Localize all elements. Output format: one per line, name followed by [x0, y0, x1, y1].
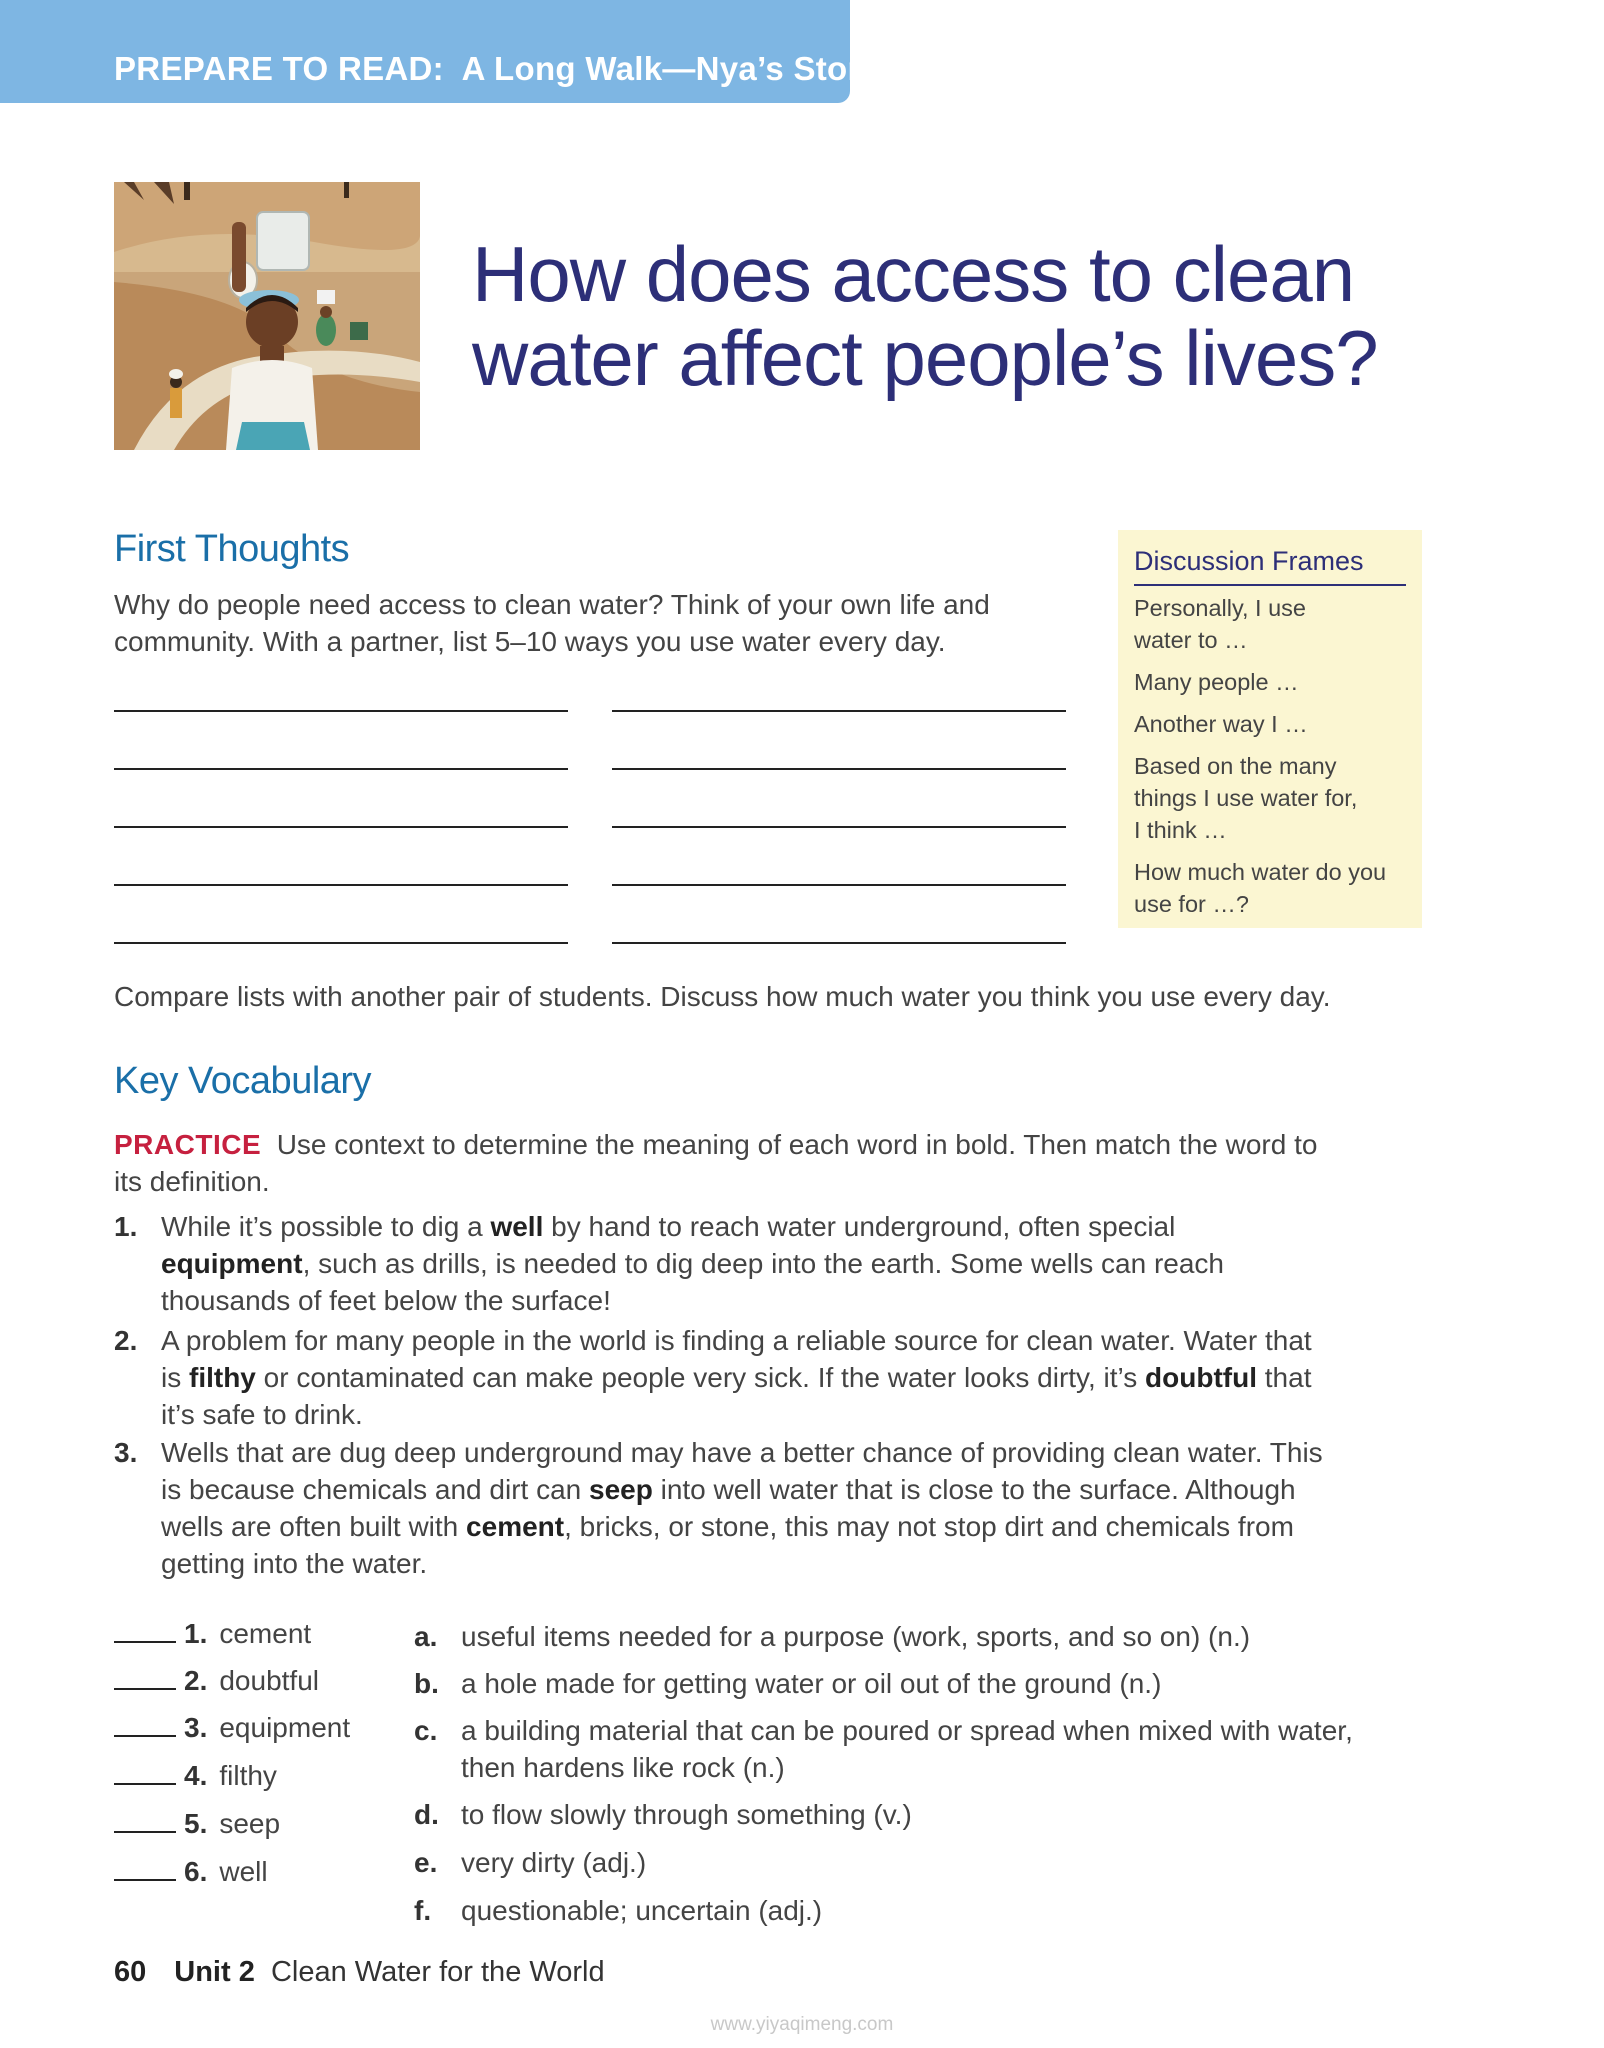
definition-letter: d. — [414, 1799, 439, 1830]
question-line-2: water affect people’s lives? — [472, 314, 1378, 402]
definition-line: a building material that can be poured or spread when mixed with water, — [461, 1715, 1353, 1746]
text-run: getting into the water. — [161, 1548, 428, 1579]
definition-text: useful items needed for a purpose (work, sports, and so on) (n.) — [461, 1621, 1251, 1652]
definition-text: very dirty (adj.) — [461, 1847, 647, 1878]
frame-item — [1134, 666, 1414, 698]
match-word: equipment — [219, 1712, 351, 1743]
definition-letter: b. — [414, 1668, 439, 1699]
practice-instructions — [114, 1126, 1414, 1200]
key-vocabulary-heading: Key Vocabulary — [114, 1060, 372, 1102]
definition-letter: a. — [414, 1621, 438, 1652]
frame-item — [1134, 592, 1414, 656]
unit-title: Clean Water for the World — [270, 1956, 605, 1988]
text-run: by hand to reach water underground, often special — [543, 1211, 1176, 1242]
answer-blank[interactable] — [114, 1641, 176, 1643]
frame-line: How much water do you — [1134, 859, 1387, 885]
definition-text: questionable; uncertain (adj.) — [461, 1895, 823, 1926]
passage-text — [161, 1322, 1371, 1433]
match-word-row — [114, 1712, 350, 1744]
page-footer — [114, 1956, 605, 1989]
frames-divider — [1134, 584, 1406, 586]
frame-item — [1134, 708, 1414, 740]
answer-blank[interactable] — [114, 1783, 176, 1785]
unit-label: Unit 2 — [174, 1956, 255, 1988]
discussion-frames-title: Discussion Frames — [1134, 546, 1364, 576]
definition-letter: e. — [414, 1847, 438, 1878]
answer-line[interactable] — [114, 826, 568, 828]
definition-text: a hole made for getting water or oil out of the ground (n.) — [461, 1668, 1162, 1699]
bold-word-equipment: equipment — [161, 1248, 303, 1279]
text-run: A problem for many people in the world is finding a reliable source for clean water. Water that — [161, 1325, 1312, 1356]
match-word-row — [114, 1618, 311, 1650]
girl-carrying-water-illustration — [114, 182, 420, 450]
page-number: 60 — [114, 1956, 147, 1988]
passage-number: 3. — [114, 1437, 138, 1468]
answer-line[interactable] — [114, 884, 568, 886]
answer-line[interactable] — [612, 768, 1066, 770]
answer-line[interactable] — [114, 768, 568, 770]
bold-word-seep: seep — [589, 1474, 653, 1505]
bold-word-cement: cement — [466, 1511, 565, 1542]
text-run: wells are often built with — [161, 1511, 467, 1542]
match-number: 5. — [184, 1808, 208, 1839]
match-word-row — [114, 1808, 280, 1840]
compare-lists-instruction: Compare lists with another pair of students. Discuss how much water you think you use every day. — [114, 981, 1331, 1012]
match-number: 1. — [184, 1618, 208, 1649]
frame-item — [1134, 856, 1414, 920]
text-run: , bricks, or stone, this may not stop dirt and chemicals from — [564, 1511, 1294, 1542]
match-word-row — [114, 1856, 268, 1888]
answer-line[interactable] — [612, 884, 1066, 886]
header-label: PREPARE TO READ: — [114, 50, 444, 87]
frame-line: Another way I … — [1134, 711, 1308, 737]
match-word-row — [114, 1665, 319, 1697]
frame-line: water to … — [1134, 627, 1248, 653]
watermark: www.yiyaqimeng.com — [710, 2014, 894, 2035]
practice-label: PRACTICE — [114, 1129, 262, 1160]
text-run: thousands of feet below the surface! — [161, 1285, 611, 1316]
answer-blank[interactable] — [114, 1688, 176, 1690]
frame-line: Personally, I use — [1134, 595, 1306, 621]
answer-line[interactable] — [612, 942, 1066, 944]
text-run: , such as drills, is needed to dig deep into the earth. Some wells can reach — [302, 1248, 1224, 1279]
definition-text — [461, 1712, 1421, 1786]
answer-blank[interactable] — [114, 1735, 176, 1737]
match-word-row — [114, 1760, 277, 1792]
answer-blank[interactable] — [114, 1879, 176, 1881]
practice-text: Use context to determine the meaning of each word in bold. Then match the word to — [276, 1129, 1318, 1160]
match-number: 6. — [184, 1856, 208, 1887]
text-run: Wells that are dug deep underground may have a better chance of providing clean water. This — [161, 1437, 1323, 1468]
frame-line: Based on the many — [1134, 753, 1337, 779]
frame-line: things I use water for, — [1134, 785, 1358, 811]
frame-item — [1134, 750, 1414, 846]
first-thoughts-prompt — [114, 586, 1104, 660]
frame-line: use for …? — [1134, 891, 1249, 917]
answer-line[interactable] — [114, 710, 568, 712]
first-thoughts-heading: First Thoughts — [114, 528, 350, 570]
answer-blank[interactable] — [114, 1831, 176, 1833]
hero-illustration — [114, 182, 420, 450]
match-word: cement — [219, 1618, 312, 1649]
prompt-line-1: Why do people need access to clean water? Think of your own life and — [114, 589, 990, 620]
answer-line[interactable] — [114, 942, 568, 944]
match-number: 2. — [184, 1665, 208, 1696]
match-word: filthy — [219, 1760, 277, 1791]
definition-letter: c. — [414, 1715, 438, 1746]
header-title — [114, 50, 879, 88]
text-run: is — [161, 1362, 189, 1393]
definition-line: then hardens like rock (n.) — [461, 1752, 785, 1783]
question-line-1: How does access to clean — [472, 230, 1355, 318]
answer-line[interactable] — [612, 826, 1066, 828]
match-word: doubtful — [219, 1665, 319, 1696]
passage-text — [161, 1434, 1371, 1582]
text-run: into well water that is close to the surface. Although — [652, 1474, 1296, 1505]
definition-text: to flow slowly through something (v.) — [461, 1799, 912, 1830]
match-word: seep — [219, 1808, 281, 1839]
match-number: 3. — [184, 1712, 208, 1743]
answer-line[interactable] — [612, 710, 1066, 712]
essential-question — [472, 232, 1472, 400]
passage-number: 1. — [114, 1211, 138, 1242]
passage-text — [161, 1208, 1371, 1319]
passage-number: 2. — [114, 1325, 138, 1356]
text-run: that — [1256, 1362, 1312, 1393]
text-run: While it’s possible to dig a — [161, 1211, 491, 1242]
bold-word-well: well — [490, 1211, 544, 1242]
bold-word-filthy: filthy — [189, 1362, 256, 1393]
bold-word-doubtful: doubtful — [1145, 1362, 1257, 1393]
text-run: is because chemicals and dirt can — [161, 1474, 589, 1505]
frame-line: I think … — [1134, 817, 1227, 843]
match-number: 4. — [184, 1760, 208, 1791]
discussion-frames-box — [1118, 530, 1422, 928]
text-run: or contaminated can make people very sick. If the water looks dirty, it’s — [255, 1362, 1146, 1393]
story-title: A Long Walk—Nya’s Story — [461, 50, 880, 87]
text-run: it’s safe to drink. — [161, 1399, 363, 1430]
prompt-line-2: community. With a partner, list 5–10 ways you use water every day. — [114, 626, 946, 657]
match-word: well — [219, 1856, 268, 1887]
practice-text-2: its definition. — [114, 1166, 270, 1197]
definition-letter: f. — [414, 1895, 432, 1926]
frame-line: Many people … — [1134, 669, 1299, 695]
